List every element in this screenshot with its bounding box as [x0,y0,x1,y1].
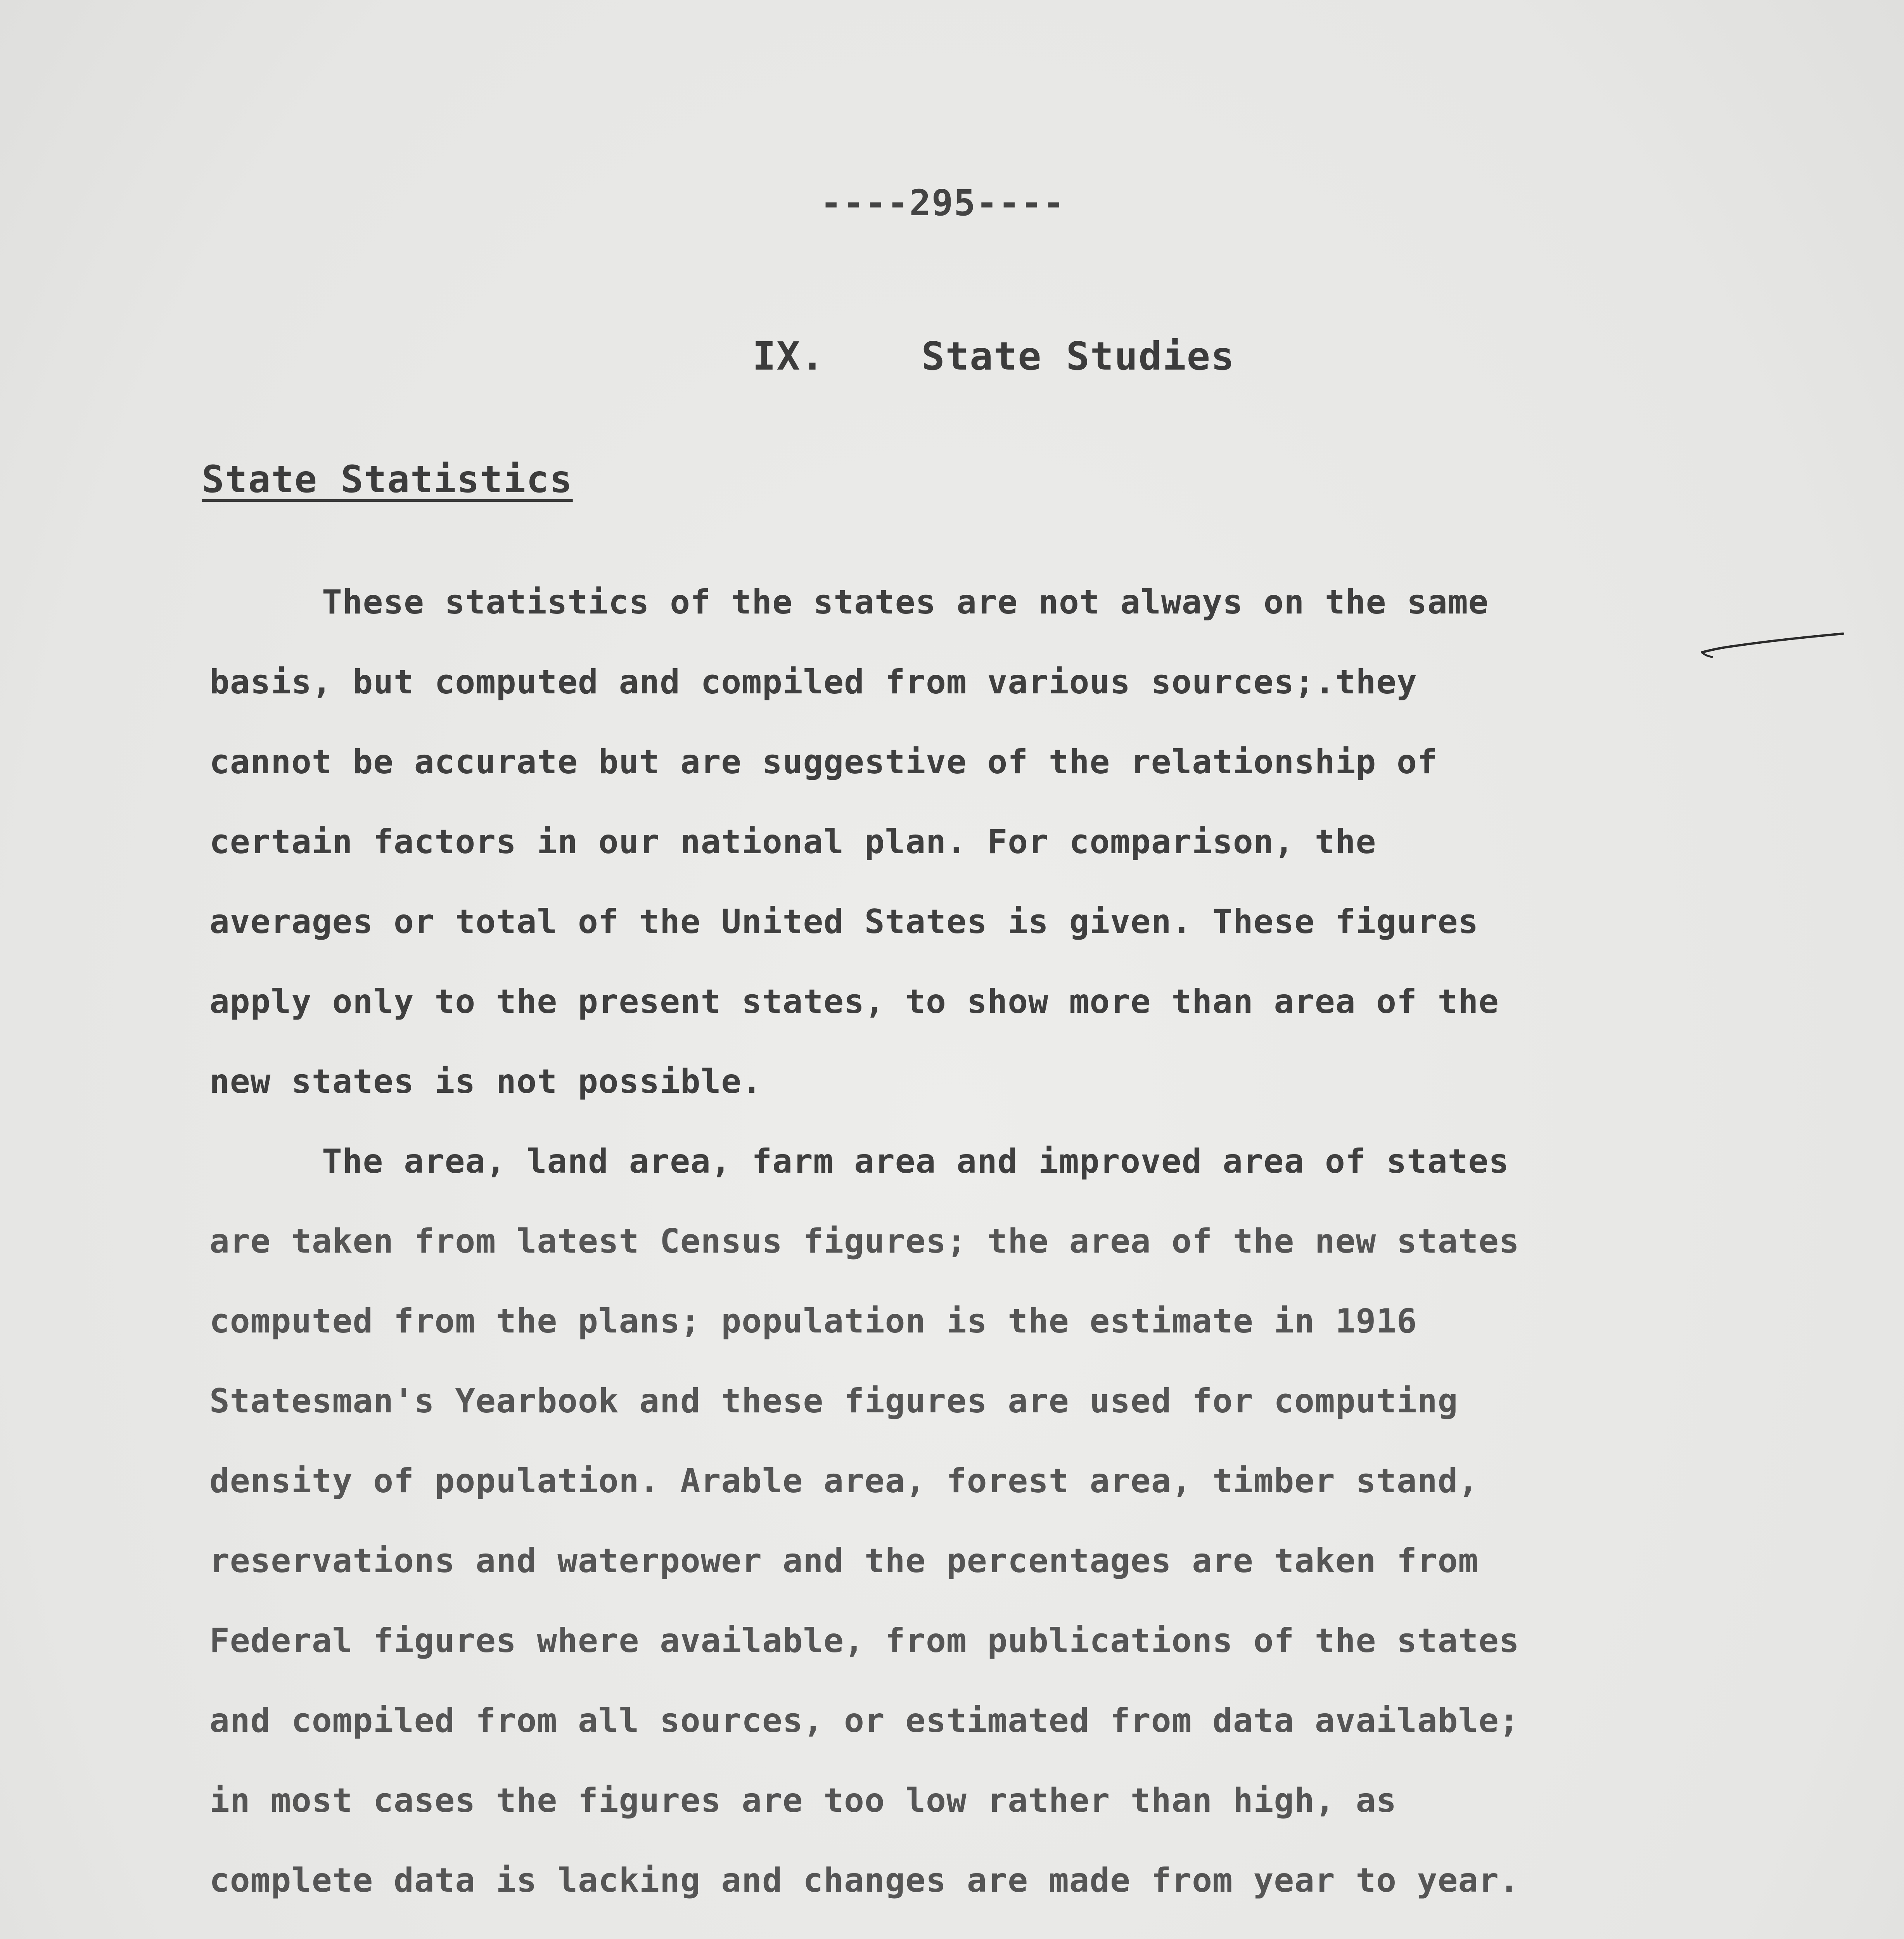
page-number: ----295---- [820,182,1065,224]
body-line: These statistics of the states are not always on the same [322,583,1489,622]
body-line: density of population. Arable area, forest area, timber stand, [209,1462,1479,1500]
body-line: averages or total of the United States is given. These figures [209,902,1479,941]
body-line: reservations and waterpower and the percentages are taken from [209,1542,1479,1580]
body-line: complete data is lacking and changes are made from year to year. [209,1861,1520,1900]
body-line: are taken from latest Census figures; the area of the new states [209,1222,1520,1261]
subheading: State Statistics [202,458,573,501]
body-line: Federal figures where available, from publications of the states [209,1621,1520,1660]
body-line: Statesman's Yearbook and these figures are used for computing [209,1382,1458,1421]
body-line: in most cases the figures are too low rather than high, as [209,1781,1397,1820]
body-line: and compiled from all sources, or estimated from data available; [209,1701,1520,1740]
body-line: certain factors in our national plan. For comparison, the [209,823,1377,861]
body-line: computed from the plans; population is the estimate in 1916 [209,1302,1417,1341]
body-line: apply only to the present states, to show more than area of the [209,982,1499,1021]
body-line: cannot be accurate but are suggestive of the relationship of [209,743,1438,781]
body-line [209,1920,1761,1939]
section-heading: IX. State Studies [752,334,1235,379]
body-text [209,562,1761,1939]
body-line: new states is not possible. [209,1062,762,1101]
body-line: basis, but computed and compiled from various sources;.they [209,663,1417,702]
body-line: The area, land area, farm area and improved area of states [322,1142,1510,1181]
margin-check-mark [1699,632,1846,659]
